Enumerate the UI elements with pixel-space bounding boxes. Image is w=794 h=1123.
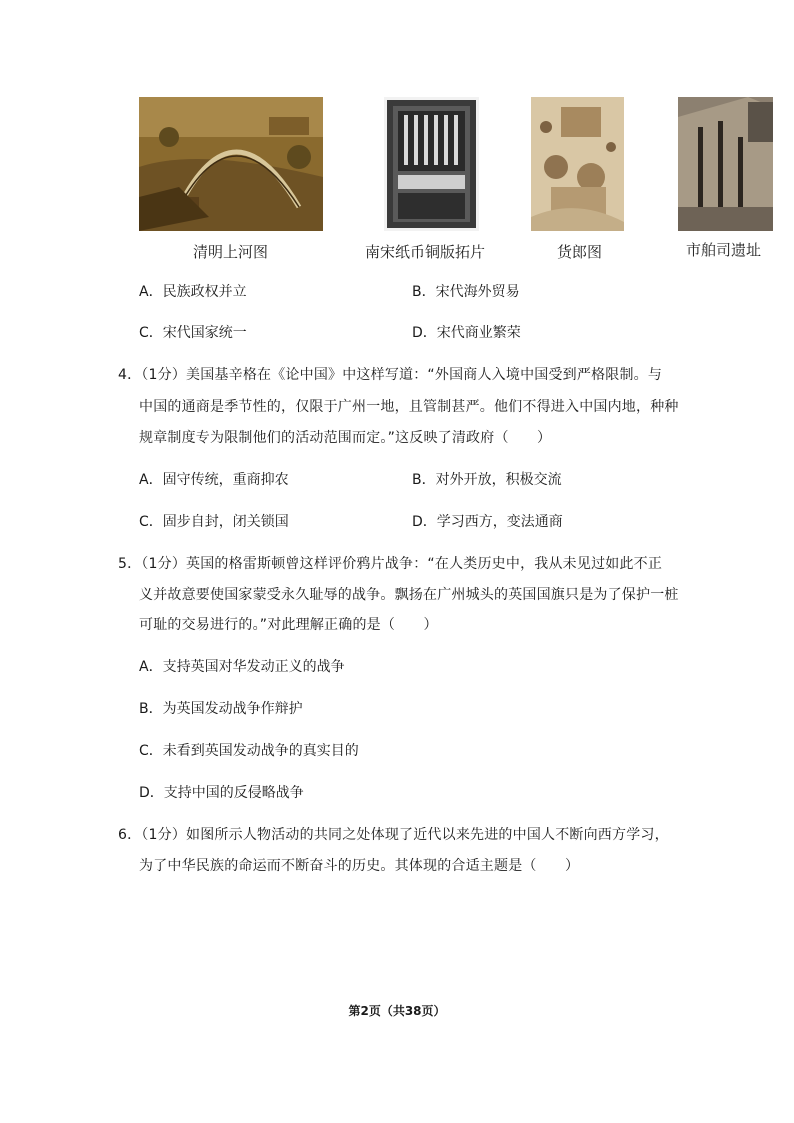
q5-option-c[interactable]: C．未看到英国发动战争的真实目的: [139, 743, 359, 759]
q4-text-line: 中国的通商是季节性的，仅限于广州一地，且管制甚严。他们不得进入中国内地，种种: [139, 399, 679, 415]
q4-text-line: 规章制度专为限制他们的活动范围而定。”这反映了清政府（ ）: [139, 430, 552, 446]
peddler-painting-image: [531, 97, 624, 231]
q5-text-line: 5．（1分）英国的格雷斯顿曾这样评价鸦片战争：“在人类历史中，我从未见过如此不正: [118, 556, 663, 572]
figure-caption: 货郎图: [557, 243, 603, 261]
peddler-painting-figure: [531, 97, 624, 231]
q5-text-line: 可耻的交易进行的。”对此理解正确的是（ ）: [139, 617, 438, 633]
q5-option-d[interactable]: D．支持中国的反侵略战争: [139, 785, 304, 801]
q4-option-a[interactable]: A．固守传统，重商抑农: [139, 472, 289, 488]
q5-text-line: 义并故意要使国家蒙受永久耻辱的战争。飘扬在广州城头的英国国旗只是为了保护一桩: [139, 587, 679, 603]
figure-caption: 南宋纸币铜版拓片: [365, 243, 486, 261]
q3-option-b[interactable]: B．宋代海外贸易: [412, 284, 520, 300]
q4-option-d[interactable]: D．学习西方，变法通商: [412, 514, 563, 530]
q3-option-d[interactable]: D．宋代商业繁荣: [412, 325, 521, 341]
q3-option-a[interactable]: A．民族政权并立: [139, 284, 247, 300]
q4-option-c[interactable]: C．固步自封，闭关锁国: [139, 514, 289, 530]
banknote-rubbing-figure: [384, 97, 479, 231]
figure-caption: 市舶司遗址: [686, 241, 762, 259]
painting-image: [139, 97, 323, 231]
q5-option-a[interactable]: A．支持英国对华发动正义的战争: [139, 659, 345, 675]
stone-tablet-image: [678, 97, 773, 231]
q3-option-c[interactable]: C．宋代国家统一: [139, 325, 247, 341]
qingming-painting-figure: [139, 97, 323, 231]
q4-text-line: 4．（1分）美国基辛格在《论中国》中这样写道：“外国商人入境中国受到严格限制。与: [118, 367, 663, 383]
q6-text-line: 为了中华民族的命运而不断奋斗的历史。其体现的合适主题是（ ）: [139, 858, 580, 874]
q4-option-b[interactable]: B．对外开放，积极交流: [412, 472, 562, 488]
banknote-rubbing-image: [384, 97, 479, 231]
q6-text-line: 6．（1分）如图所示人物活动的共同之处体现了近代以来先进的中国人不断向西方学习，: [118, 827, 669, 843]
q5-option-b[interactable]: B．为英国发动战争作辩护: [139, 701, 303, 717]
figure-caption: 清明上河图: [193, 243, 269, 261]
page-number: 第2页（共38页）: [348, 1004, 446, 1018]
stone-tablet-figure: [678, 97, 773, 231]
